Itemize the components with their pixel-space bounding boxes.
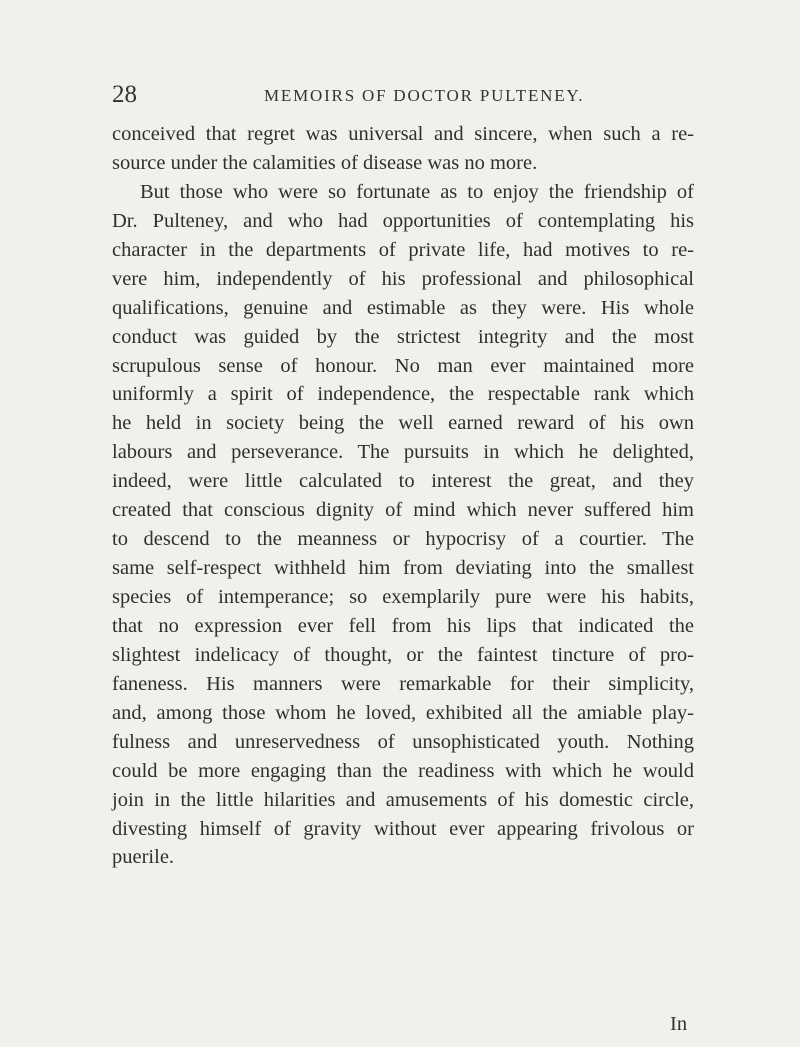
text-line: that no expression ever fell from his lips that indicated the <box>112 614 694 637</box>
text-line: uniformly a spirit of independence, the respectable rank which <box>112 383 694 406</box>
text-line: could be more engaging than the readiness with which he would <box>112 759 694 782</box>
text-line: species of intemperance; so exemplarily pure were his habits, <box>112 586 694 608</box>
catchword: In <box>670 1013 688 1035</box>
text-line: same self-respect withheld him from deviating into the smallest <box>112 557 694 580</box>
text-line: puerile. <box>112 846 175 869</box>
text-line: scrupulous sense of honour. No man ever maintained more <box>112 354 694 377</box>
text-line: character in the departments of private life, had motives to re- <box>112 238 694 261</box>
text-line: vere him, independently of his professional and philosophical <box>112 267 694 290</box>
text-line: Dr. Pulteney, and who had opportunities of contemplating his <box>112 209 694 232</box>
text-line: faneness. His manners were remarkable for their simplicity, <box>112 672 694 695</box>
text-line: divesting himself of gravity without ever appearing frivolous or <box>112 817 694 840</box>
text-line: source under the calamities of disease was no more. <box>112 151 538 174</box>
text-line: fulness and unreservedness of unsophisticated youth. Nothing <box>112 730 694 753</box>
text-line: he held in society being the well earned reward of his own <box>112 412 694 435</box>
text-line: conceived that regret was universal and sincere, when such a re- <box>112 123 694 145</box>
text-line: labours and perseverance. The pursuits in which he delighted, <box>112 441 694 464</box>
text-line: join in the little hilarities and amusements of his domestic circle, <box>112 788 694 811</box>
page-number: 28 <box>112 81 137 108</box>
text-line: to descend to the meanness or hypocrisy of a courtier. The <box>112 528 694 551</box>
body-text <box>112 120 694 872</box>
text-line: and, among those whom he loved, exhibited all the amiable play- <box>112 701 694 724</box>
running-head-title: MEMOIRS OF DOCTOR PULTENEY. <box>264 86 585 105</box>
text-line: created that conscious dignity of mind which never suffered him <box>112 499 694 522</box>
text-line: indeed, were little calculated to interest the great, and they <box>112 470 694 493</box>
text-line: slightest indelicacy of thought, or the faintest tincture of pro- <box>112 643 694 666</box>
text-line: But those who were so fortunate as to enjoy the friendship of <box>140 180 694 203</box>
running-head <box>112 80 694 110</box>
text-line: qualifications, genuine and estimable as they were. His whole <box>112 296 694 319</box>
text-line: conduct was guided by the strictest integrity and the most <box>112 325 694 348</box>
